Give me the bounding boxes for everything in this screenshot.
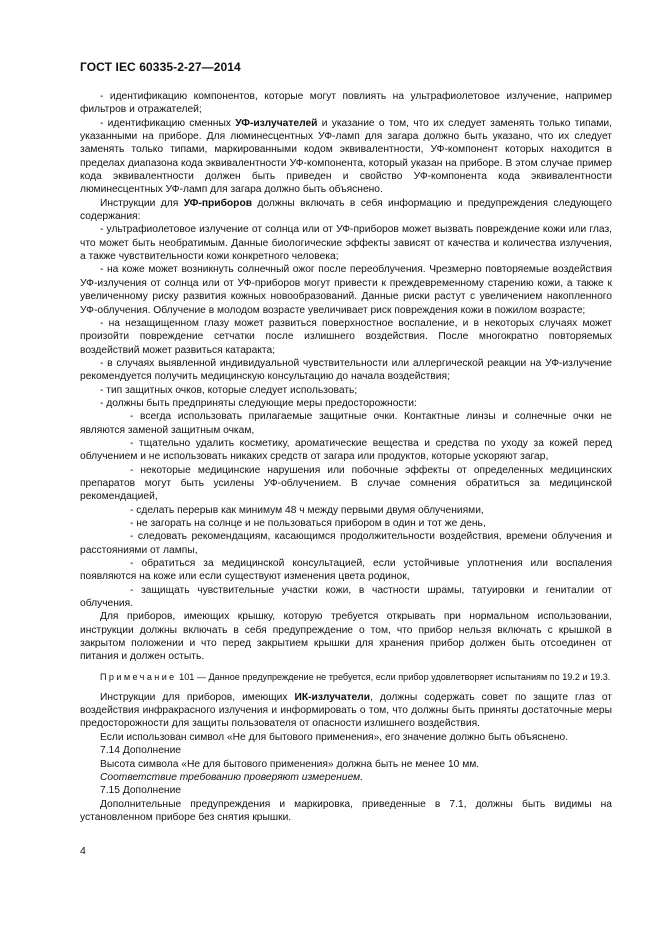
list-item-goggles: - тип защитных очков, которые следует использовать;	[100, 384, 358, 396]
list-item-sunburn: - на коже может возникнуть солнечный ожог после переоблучения. Чрезмерно повторяемые воздействия УФ-излучения от солнца или от УФ-приборов могут привести к преждевременному старению кожи, а также к увеличенному риску развития кожных новообразований. Данные риски растут с увеличением накопленного УФ-облучения. Облучение в молодом возрасте увеличивает риск повреждения кожи в пожилом возрасте;	[80, 264, 612, 316]
document-code: ГОСТ IEC 60335-2-27—2014	[80, 60, 241, 74]
section-7-14: 7.14 Дополнение	[100, 745, 182, 757]
paragraph-lid: Для приборов, имеющих крышку, которую требуется открывать при нормальном использовании, инструкции должны включать в себя предупреждение о том, что прибор нельзя включать с крышкой в закрытом положении и что перед закрытием крышки для хранения прибор должен быть отсоединен от питания и должен остыть.	[80, 611, 612, 663]
paragraph-symbol: Если использован символ «Не для бытового применения», его значение должно быть объяснено.	[100, 731, 569, 743]
list-item-precautions: - должны быть предприняты следующие меры предосторожности:	[100, 397, 417, 409]
paragraph-compliance: Соответствие требованию проверяют измерением.	[100, 771, 364, 783]
section-7-15: 7.15 Дополнение	[100, 785, 182, 797]
sublist-item-protect: - защищать чувствительные участки кожи, в частности шрамы, татуировки и гениталии от облучения.	[80, 584, 612, 610]
document-body	[80, 90, 612, 824]
sublist-item-cosmetics: - тщательно удалить косметику, ароматические вещества и средства по уходу за кожей перед облучением и не использовать никаких средств от загара или продуктов, которые ускоряют загар,	[80, 437, 612, 463]
paragraph-uv-emitters: - идентификацию сменных УФ-излучателей и указание о том, что их следует заменять только типами, указанными на приборе. Для люминесцентных УФ-ламп для загара должно быть указано, что их следует заменять только типами, маркированными кодом эквивалентности, УФ-компонент которых находится в пределах диапазона кода эквивалентности УФ-компонента, который указан на приборе. В этом случае пример кода эквивалентности должен быть приведен и свойство УФ-компонента кода эквивалентности люминесцентных УФ-ламп для загара должно быть объяснено.	[80, 117, 612, 196]
note-label: Примечание	[100, 671, 177, 682]
sublist-item-medical: - некоторые медицинские нарушения или побочные эффекты от определенных медицинских препаратов могут быть усилены УФ-облучением. В случае сомнения обратиться за медицинской рекомендацией,	[80, 464, 612, 503]
list-item-eye-damage: - на незащищенном глазу может развиться поверхностное воспаление, и в некоторых случаях может произойти повреждение сетчатки после излишнего воздействия. После многократно повторяемых воздействий может развиться катаракта;	[80, 317, 612, 356]
sublist-item-break: - сделать перерыв как минимум 48 ч между первыми двумя облучениями,	[130, 504, 484, 516]
paragraph-ir-emitters: Инструкции для приборов, имеющих ИК-излучатели, должны содержать совет по защите глаз от воздействия инфракрасного излучения и информировать о том, что должны быть приняты достаточные меры предосторожности для защиты пользователя от опасности излишнего воздействия.	[80, 691, 612, 730]
sublist-item-goggles: - всегда использовать прилагаемые защитные очки. Контактные линзы и солнечные очки не являются заменой защитным очкам,	[80, 411, 612, 436]
paragraph-components-id: - идентификацию компонентов, которые могут повлиять на ультрафиолетовое излучение, например фильтров и отражателей;	[80, 91, 612, 116]
note-101: Примечание 101 — Данное предупреждение не требуется, если прибор удовлетворяет испытаниям по 19.2 и 19.3.	[100, 671, 611, 682]
paragraph-uv-appliances: Инструкции для УФ-приборов должны включать в себя информацию и предупреждения следующего содержания:	[80, 197, 612, 223]
term-uv-emitters: УФ-излучателей	[235, 117, 318, 129]
paragraph-symbol-height: Высота символа «Не для бытового применения» должна быть не менее 10 мм.	[100, 758, 480, 770]
term-uv-appliances: УФ-приборов	[183, 197, 253, 209]
sublist-item-follow: - следовать рекомендациям, касающимся продолжительности воздействия, времени облучения и расстояниями от лампы,	[80, 531, 612, 556]
list-item-sensitivity: - в случаях выявленной индивидуальной чувствительности или аллергической реакции на УФ-излучение рекомендуется получить медицинскую консультацию до начала воздействия;	[80, 357, 612, 383]
sublist-item-no-sun: - не загорать на солнце и не пользоваться прибором в один и тот же день,	[130, 518, 486, 529]
term-ir-emitters: ИК-излучатели	[294, 691, 371, 703]
paragraph-additional-warnings: Дополнительные предупреждения и маркировка, приведенные в 7.1, должны быть видимы на установленном приборе без снятия крышки.	[80, 798, 612, 823]
sublist-item-consult: - обратиться за медицинской консультацией, если устойчивые уплотнения или воспаления появляются на коже или если существуют изменения цвета родинок,	[80, 558, 612, 583]
page-number: 4	[80, 845, 86, 857]
list-item-uv-damage: - ультрафиолетовое излучение от солнца или от УФ-приборов может вызвать повреждение кожи или глаз, что может быть необратимым. Данные биологические эффекты зависят от качества и количества излучения, а также чувствительности кожи конкретного человека;	[80, 224, 612, 263]
